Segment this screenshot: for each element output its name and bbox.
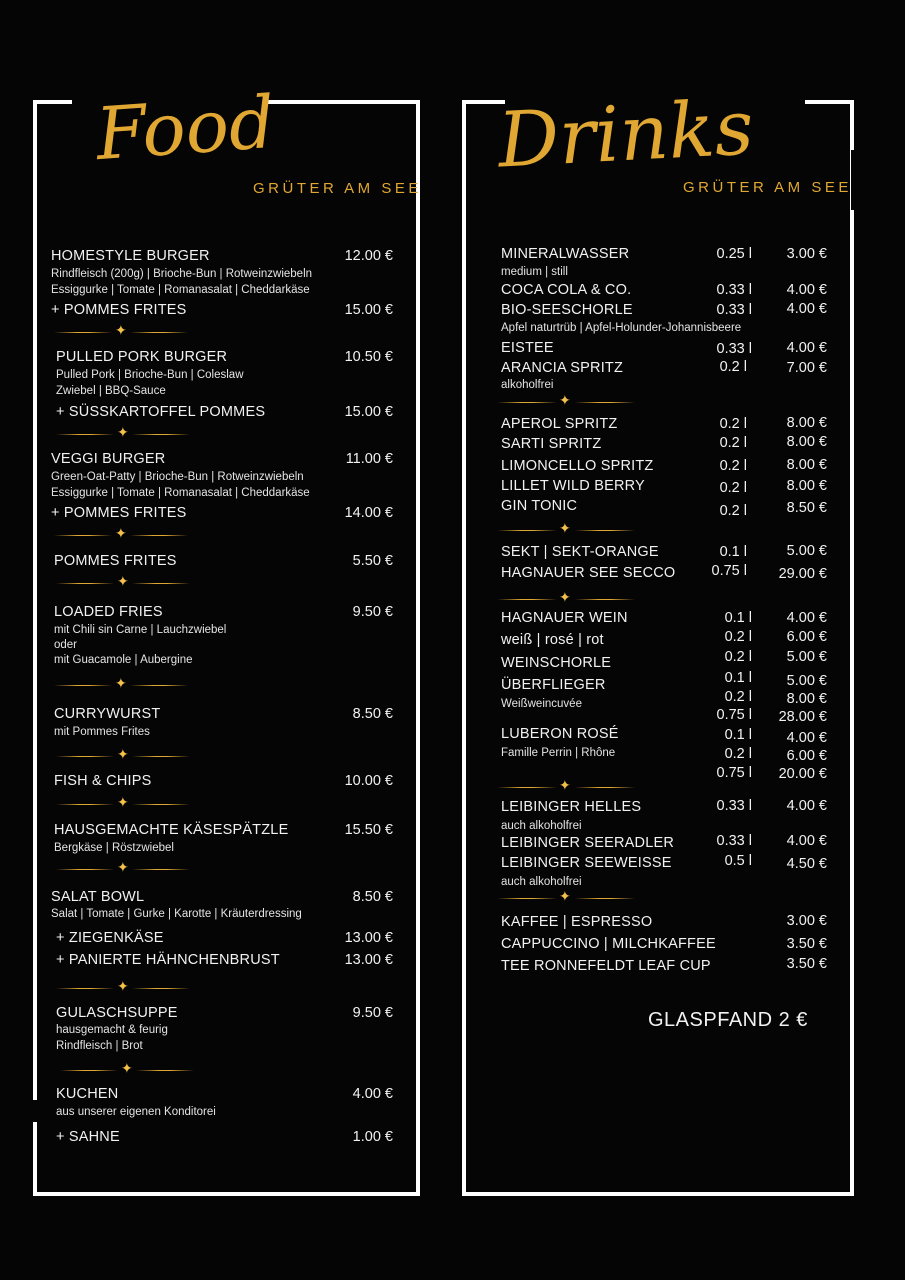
menu-item-description: hausgemacht & feurig <box>56 1024 168 1036</box>
star-icon: ✦ <box>559 889 571 905</box>
menu-item-price: 8.50 € <box>352 889 393 905</box>
star-icon: ✦ <box>117 747 129 763</box>
menu-item-price: 4.00 € <box>786 798 827 814</box>
menu-item-size: 0.2 l <box>719 435 747 451</box>
menu-item-description: Zwiebel | BBQ-Sauce <box>56 385 166 397</box>
menu-item-name: HOMESTYLE BURGER <box>51 248 210 264</box>
menu-item-price: 6.00 € <box>786 748 827 764</box>
divider-ornament <box>56 795 190 811</box>
menu-item-description: alkoholfrei <box>501 379 554 391</box>
star-icon: ✦ <box>117 860 129 876</box>
menu-item-description: Essiggurke | Tomate | Romanasalat | Cheddarkäse <box>51 284 310 296</box>
menu-item-price: 15.00 € <box>344 302 393 318</box>
menu-item-size: 0.1 l <box>724 727 752 743</box>
menu-item-name: BIO-SEESCHORLE <box>501 302 633 318</box>
menu-item-price: 8.00 € <box>786 415 827 431</box>
star-icon: ✦ <box>117 979 129 995</box>
divider-ornament <box>56 425 190 441</box>
menu-item-price: 15.50 € <box>344 822 393 838</box>
menu-item-description: Pulled Pork | Brioche-Bun | Coleslaw <box>56 369 244 381</box>
menu-item-price: 13.00 € <box>344 930 393 946</box>
frame-gap <box>30 1100 40 1122</box>
menu-item-size: 0.1 l <box>724 670 752 686</box>
star-icon: ✦ <box>559 521 571 537</box>
menu-item-price: 10.50 € <box>344 349 393 365</box>
menu-item-price: 4.00 € <box>786 730 827 746</box>
menu-item-size: 0.2 l <box>724 649 752 665</box>
menu-item-name: SEKT | SEKT-ORANGE <box>501 544 659 560</box>
menu-item-price: 4.00 € <box>786 610 827 626</box>
menu-item-name: + ZIEGENKÄSE <box>56 930 164 946</box>
drinks-subtitle: GRÜTER AM SEE <box>683 179 852 196</box>
star-icon: ✦ <box>121 1061 133 1077</box>
menu-item-size: 0.75 l <box>711 563 747 579</box>
menu-item-name: ARANCIA SPRITZ <box>501 360 624 376</box>
menu-item-price: 14.00 € <box>344 505 393 521</box>
menu-item-price: 9.50 € <box>352 604 393 620</box>
menu-item-size: 0.1 l <box>719 544 747 560</box>
menu-item-name: PULLED PORK BURGER <box>56 349 228 365</box>
menu-item-name: CURRYWURST <box>54 706 161 722</box>
menu-item-price: 5.00 € <box>786 543 827 559</box>
menu-item-price: 20.00 € <box>778 766 827 782</box>
divider-ornament <box>497 778 635 794</box>
menu-item-name: GULASCHSUPPE <box>56 1005 178 1021</box>
menu-item-size: 0.1 l <box>724 610 752 626</box>
menu-item-price: 3.00 € <box>786 246 827 262</box>
menu-item-name: POMMES FRITES <box>54 553 177 569</box>
menu-item-price: 5.00 € <box>786 673 827 689</box>
menu-item-name: LIMONCELLO SPRITZ <box>501 458 654 474</box>
menu-item-size: 0.2 l <box>724 629 752 645</box>
menu-item-size: 0.2 l <box>719 359 747 375</box>
divider-ornament <box>60 1061 194 1077</box>
menu-item-price: 3.00 € <box>786 913 827 929</box>
menu-item-price: 29.00 € <box>778 566 827 582</box>
food-title: Food <box>93 79 278 177</box>
menu-item-name: + POMMES FRITES <box>51 505 187 521</box>
menu-item-name: MINERALWASSER <box>501 246 630 262</box>
menu-item-price: 4.00 € <box>786 301 827 317</box>
menu-item-size: 0.33 l <box>716 798 752 814</box>
menu-item-name: WEINSCHORLE <box>501 655 612 671</box>
menu-item-price: 4.00 € <box>352 1086 393 1102</box>
glass-deposit-note: GLASPFAND 2 € <box>648 1009 808 1031</box>
menu-item-name: + POMMES FRITES <box>51 302 187 318</box>
menu-item-price: 8.00 € <box>786 434 827 450</box>
menu-item-size: 0.33 l <box>716 833 752 849</box>
menu-item-name: EISTEE <box>501 340 554 356</box>
menu-item-price: 9.50 € <box>352 1005 393 1021</box>
menu-item-description: mit Guacamole | Aubergine <box>54 654 193 666</box>
menu-item-description: Rindfleisch (200g) | Brioche-Bun | Rotweinzwiebeln <box>51 268 313 280</box>
menu-item-size: 0.25 l <box>716 246 752 262</box>
menu-item-size: 0.2 l <box>724 689 752 705</box>
menu-item-price: 8.00 € <box>786 691 827 707</box>
menu-item-description: auch alkoholfrei <box>501 876 582 888</box>
menu-item-size: 0.2 l <box>719 503 747 519</box>
divider-ornament <box>56 979 190 995</box>
menu-item-name: HAGNAUER WEIN <box>501 610 628 626</box>
menu-item-price: 13.00 € <box>344 952 393 968</box>
menu-item-price: 4.00 € <box>786 282 827 298</box>
menu-item-name: CAPPUCCINO | MILCHKAFFEE <box>501 936 716 952</box>
divider-ornament <box>56 860 190 876</box>
menu-item-name: + SÜSSKARTOFFEL POMMES <box>56 404 266 420</box>
star-icon: ✦ <box>115 323 127 339</box>
menu-item-price: 3.50 € <box>786 936 827 952</box>
menu-item-name: APEROL SPRITZ <box>501 416 618 432</box>
menu-item-price: 6.00 € <box>786 629 827 645</box>
menu-item-description: auch alkoholfrei <box>501 820 582 832</box>
star-icon: ✦ <box>117 574 129 590</box>
divider-ornament <box>497 889 635 905</box>
divider-ornament <box>497 521 635 537</box>
menu-item-description: Salat | Tomate | Gurke | Karotte | Kräuterdressing <box>51 908 302 920</box>
menu-item-name: ÜBERFLIEGER <box>501 677 606 693</box>
menu-item-name: VEGGI BURGER <box>51 451 166 467</box>
menu-item-description: mit Chili sin Carne | Lauchzwiebel <box>54 624 227 636</box>
menu-item-name: HAGNAUER SEE SECCO <box>501 565 676 581</box>
menu-item-price: 11.00 € <box>345 451 393 467</box>
drinks-title: Drinks <box>495 82 756 185</box>
menu-item-size: 0.2 l <box>724 746 752 762</box>
menu-item-name: LEIBINGER SEEWEISSE <box>501 855 672 871</box>
menu-item-size: 0.75 l <box>716 765 752 781</box>
menu-item-price: 5.50 € <box>352 553 393 569</box>
menu-item-size: 0.33 l <box>716 302 752 318</box>
star-icon: ✦ <box>117 425 129 441</box>
menu-item-price: 8.50 € <box>786 500 827 516</box>
menu-item-name: LEIBINGER HELLES <box>501 799 642 815</box>
menu-item-size: 0.5 l <box>724 853 752 869</box>
star-icon: ✦ <box>559 393 571 409</box>
menu-item-description: Weißweincuvée <box>501 698 582 710</box>
menu-item-price: 28.00 € <box>778 709 827 725</box>
menu-item-size: 0.75 l <box>716 707 752 723</box>
divider-ornament <box>497 590 635 606</box>
menu-item-description: Essiggurke | Tomate | Romanasalat | Cheddarkäse <box>51 487 310 499</box>
menu-item-description: Bergkäse | Röstzwiebel <box>54 842 174 854</box>
menu-item-name: + PANIERTE HÄHNCHENBRUST <box>56 952 280 968</box>
menu-item-name: LUBERON ROSÉ <box>501 726 619 742</box>
menu-item-size: 0.33 l <box>716 282 752 298</box>
divider-ornament <box>54 323 188 339</box>
menu-item-price: 7.00 € <box>786 360 827 376</box>
menu-item-name: COCA COLA & CO. <box>501 282 632 298</box>
menu-item-price: 12.00 € <box>344 248 393 264</box>
menu-item-price: 3.50 € <box>786 956 827 972</box>
menu-item-price: 8.50 € <box>352 706 393 722</box>
menu-item-name: KAFFEE | ESPRESSO <box>501 914 653 930</box>
star-icon: ✦ <box>115 676 127 692</box>
menu-item-name: FISH & CHIPS <box>54 773 152 789</box>
menu-item-size: 0.2 l <box>719 458 747 474</box>
menu-item-name: TEE RONNEFELDT LEAF CUP <box>501 958 711 974</box>
menu-item-price: 10.00 € <box>344 773 393 789</box>
menu-item-price: 4.00 € <box>786 833 827 849</box>
menu-item-size: 0.33 l <box>716 341 752 357</box>
menu-item-name: LILLET WILD BERRY <box>501 478 645 494</box>
menu-item-name: weiß | rosé | rot <box>501 632 604 648</box>
menu-item-description: oder <box>54 639 78 651</box>
divider-ornament <box>56 574 190 590</box>
menu-item-description: medium | still <box>501 266 568 278</box>
divider-ornament <box>54 676 188 692</box>
star-icon: ✦ <box>559 590 571 606</box>
menu-item-name: SALAT BOWL <box>51 889 145 905</box>
menu-item-price: 4.00 € <box>786 340 827 356</box>
menu-item-name: LOADED FRIES <box>54 604 163 620</box>
menu-item-price: 15.00 € <box>344 404 393 420</box>
menu-item-description: Famille Perrin | Rhône <box>501 747 616 759</box>
star-icon: ✦ <box>115 526 127 542</box>
menu-item-description: mit Pommes Frites <box>54 726 150 738</box>
star-icon: ✦ <box>117 795 129 811</box>
divider-ornament <box>54 526 188 542</box>
menu-item-price: 8.00 € <box>786 478 827 494</box>
food-subtitle: GRÜTER AM SEE <box>253 180 422 197</box>
star-icon: ✦ <box>559 778 571 794</box>
menu-item-name: KUCHEN <box>56 1086 119 1102</box>
menu-item-name: + SAHNE <box>56 1129 120 1145</box>
menu-item-description: Green-Oat-Patty | Brioche-Bun | Rotweinzwiebeln <box>51 471 304 483</box>
divider-ornament <box>56 747 190 763</box>
menu-item-name: GIN TONIC <box>501 498 578 514</box>
divider-ornament <box>497 393 635 409</box>
menu-item-price: 1.00 € <box>352 1129 393 1145</box>
menu-item-price: 5.00 € <box>786 649 827 665</box>
menu-item-description: Rindfleisch | Brot <box>56 1040 143 1052</box>
menu-item-description: Apfel naturtrüb | Apfel-Holunder-Johannisbeere <box>501 322 742 334</box>
frame-gap <box>851 150 859 210</box>
menu-item-price: 8.00 € <box>786 457 827 473</box>
menu-item-name: HAUSGEMACHTE KÄSESPÄTZLE <box>54 822 289 838</box>
menu-item-description: aus unserer eigenen Konditorei <box>56 1106 216 1118</box>
menu-item-size: 0.2 l <box>719 416 747 432</box>
menu-item-name: SARTI SPRITZ <box>501 436 602 452</box>
menu-item-name: LEIBINGER SEERADLER <box>501 835 675 851</box>
menu-item-size: 0.2 l <box>719 480 747 496</box>
menu-item-price: 4.50 € <box>786 856 827 872</box>
